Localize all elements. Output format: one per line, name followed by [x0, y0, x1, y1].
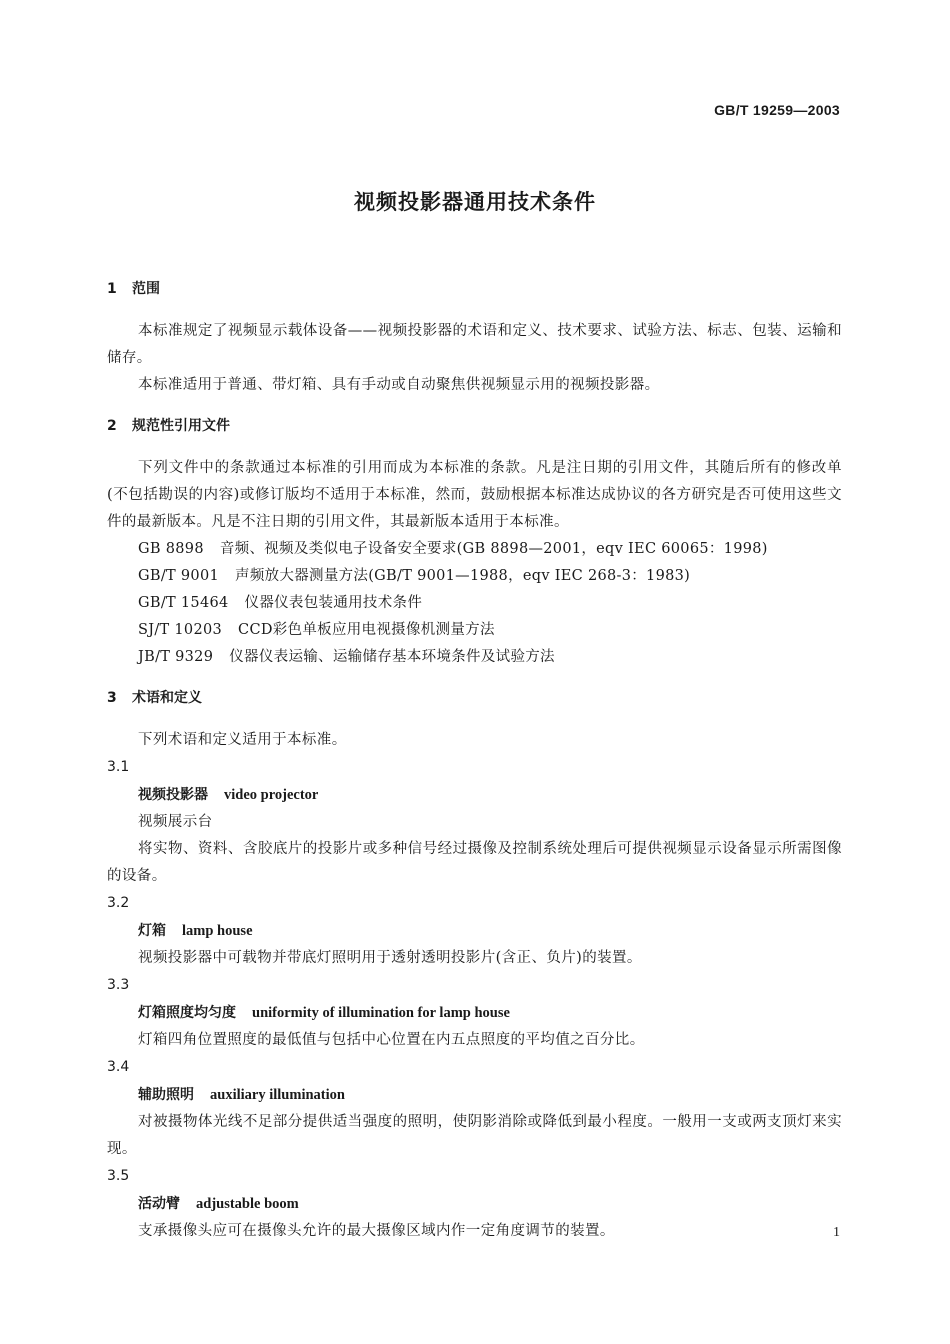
- reference-item: [107, 644, 842, 671]
- clause-number: 3.1: [107, 759, 130, 775]
- term-definition: 将实物、资料、含胶底片的投影片或多种信号经过摄像及控制系统处理后可提供视频显示设备显示所需图像的设备。: [107, 841, 842, 884]
- reference-title: 仪器仪表包装通用技术条件: [244, 595, 423, 611]
- clause-number: 3.2: [107, 895, 130, 911]
- term-synonym: 视频展示台: [138, 814, 213, 830]
- term-zh: 灯箱: [138, 923, 166, 939]
- reference-item: [107, 563, 842, 590]
- term-zh: 视频投影器: [138, 787, 208, 803]
- term-entry: [107, 999, 842, 1027]
- paragraph: 本标准适用于普通、带灯箱、具有手动或自动聚焦供视频显示用的视频投影器。: [138, 377, 660, 393]
- document-body: [107, 276, 842, 1245]
- reference-item: [107, 536, 842, 563]
- section-heading: [107, 685, 842, 711]
- document-title: 视频投影器通用技术条件: [354, 190, 596, 214]
- reference-code: GB/T 15464: [138, 595, 229, 611]
- clause-number: 3.5: [107, 1168, 130, 1184]
- reference-code: GB 8898: [138, 541, 204, 557]
- term-zh: 灯箱照度均匀度: [138, 1005, 236, 1021]
- reference-item: [107, 590, 842, 617]
- term-definition: 视频投影器中可载物并带底灯照明用于透射透明投影片(含正、负片)的装置。: [138, 950, 642, 966]
- reference-code: GB/T 9001: [138, 568, 220, 584]
- section-title: 规范性引用文件: [132, 418, 230, 434]
- term-en: lamp house: [182, 923, 253, 939]
- term-en: adjustable boom: [196, 1196, 299, 1212]
- section-number: 1: [107, 281, 117, 297]
- term-definition: 支承摄像头应可在摄像头允许的最大摄像区域内作一定角度调节的装置。: [138, 1223, 615, 1239]
- reference-title: CCD彩色单板应用电视摄像机测量方法: [238, 622, 495, 638]
- reference-item: [107, 617, 842, 644]
- reference-title: 声频放大器测量方法(GB/T 9001—1988，eqv IEC 268-3：1983): [235, 568, 691, 584]
- term-en: video projector: [224, 787, 319, 803]
- reference-code: SJ/T 10203: [138, 622, 223, 638]
- paragraph: 下列文件中的条款通过本标准的引用而成为本标准的条款。凡是注日期的引用文件，其随后所有的修改单(不包括勘误的内容)或修订版均不适用于本标准，然而，鼓励根据本标准达成协议的各方研究是否可使用这些文件的最新版本。凡是不注日期的引用文件，其最新版本适用于本标准。: [107, 460, 842, 530]
- section-title: 术语和定义: [132, 690, 202, 706]
- term-entry: [107, 1081, 842, 1109]
- term-zh: 辅助照明: [138, 1087, 194, 1103]
- paragraph: 本标准规定了视频显示载体设备——视频投影器的术语和定义、技术要求、试验方法、标志、包装、运输和储存。: [107, 323, 842, 366]
- term-definition: 对被摄物体光线不足部分提供适当强度的照明，使阴影消除或降低到最小程度。一般用一支或两支顶灯来实现。: [107, 1114, 842, 1157]
- section-title: 范围: [132, 281, 160, 297]
- standard-number: GB/T 19259—2003: [714, 102, 840, 118]
- term-zh: 活动臂: [138, 1196, 180, 1212]
- section-number: 2: [107, 418, 117, 434]
- section-number: 3: [107, 690, 117, 706]
- clause-number: 3.3: [107, 977, 130, 993]
- term-entry: [107, 917, 842, 945]
- section-heading: [107, 276, 842, 302]
- section-heading: [107, 413, 842, 439]
- paragraph: 下列术语和定义适用于本标准。: [138, 732, 347, 748]
- term-en: uniformity of illumination for lamp house: [252, 1005, 510, 1021]
- reference-title: 音频、视频及类似电子设备安全要求(GB 8898—2001，eqv IEC 60065：1998): [219, 541, 768, 557]
- term-entry: [107, 1190, 842, 1218]
- reference-code: JB/T 9329: [138, 649, 214, 665]
- term-en: auxiliary illumination: [210, 1087, 345, 1103]
- term-definition: 灯箱四角位置照度的最低值与包括中心位置在内五点照度的平均值之百分比。: [138, 1032, 645, 1048]
- term-entry: [107, 781, 842, 809]
- page-number: 1: [833, 1225, 840, 1240]
- clause-number: 3.4: [107, 1059, 130, 1075]
- reference-title: 仪器仪表运输、运输储存基本环境条件及试验方法: [229, 649, 555, 665]
